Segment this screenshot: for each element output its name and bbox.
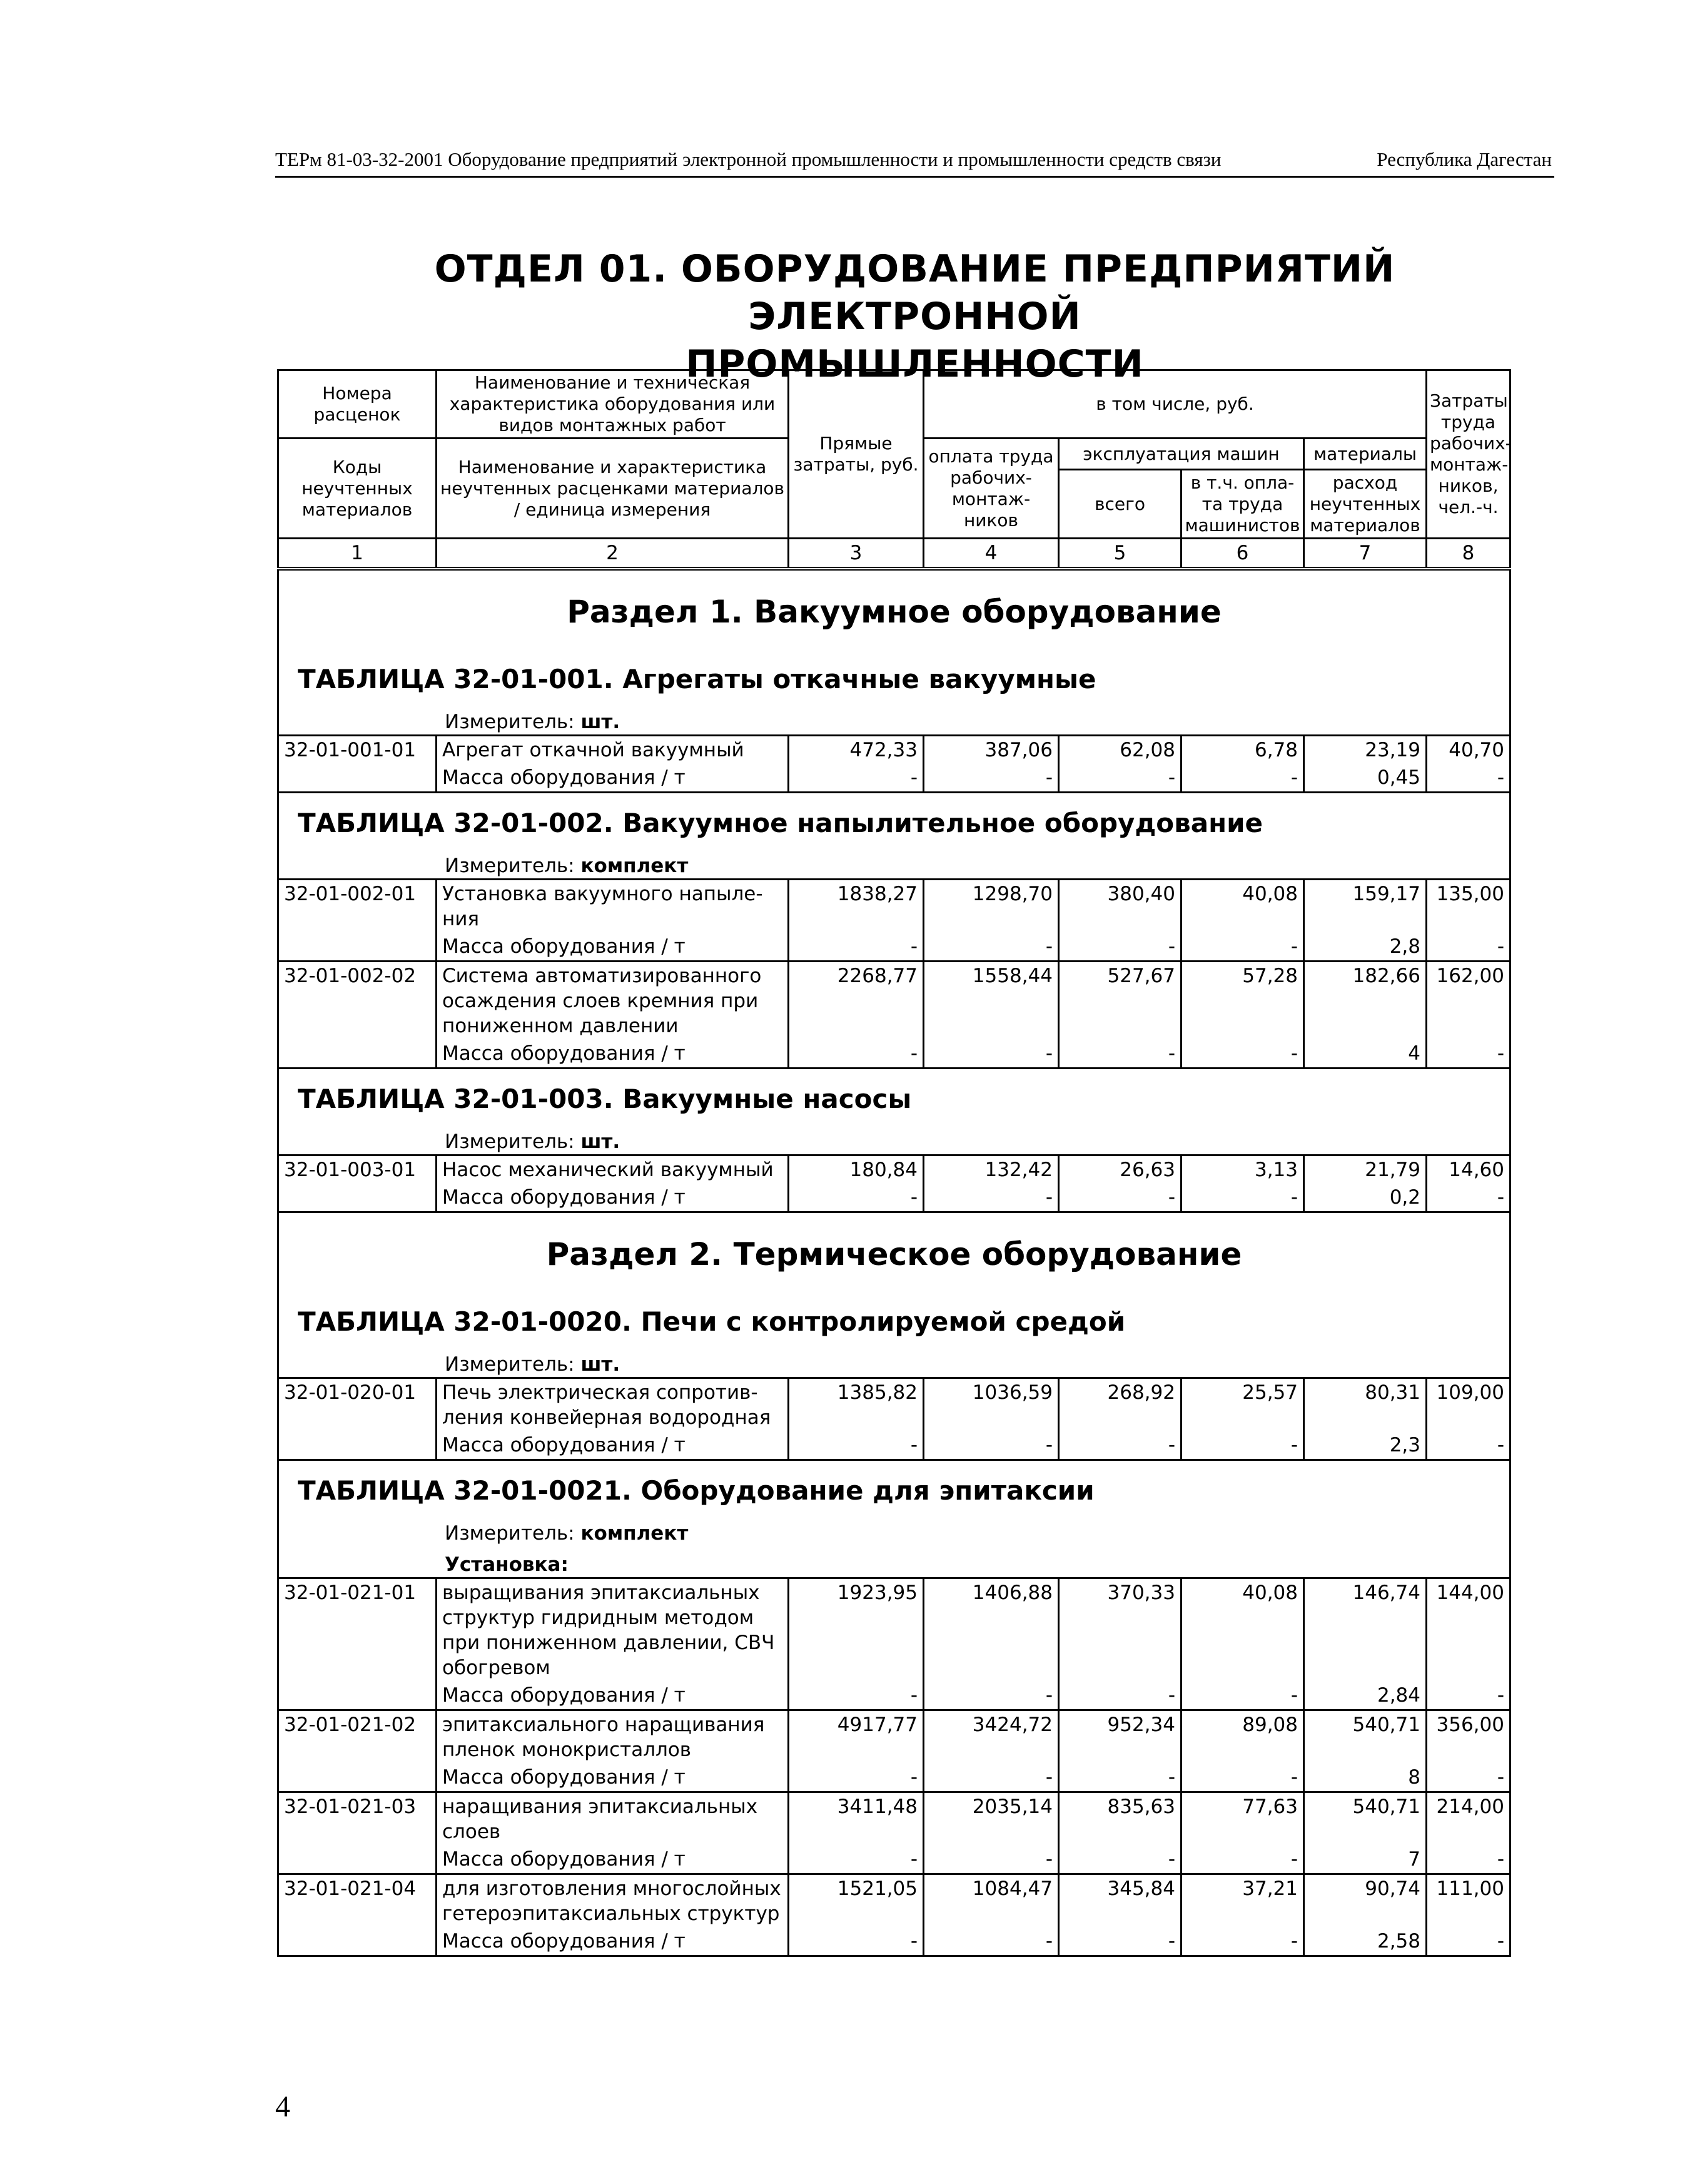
mass-labor-dash: - <box>924 1682 1059 1710</box>
rate-row <box>278 1155 1510 1184</box>
mass-row <box>278 764 1510 793</box>
mass-machines-dash: - <box>1059 1928 1181 1956</box>
mass-labor-dash: - <box>924 1846 1059 1874</box>
mass-machinist-dash: - <box>1181 1040 1304 1069</box>
equipment-mass: 4 <box>1304 1040 1427 1069</box>
mass-hours-dash: - <box>1427 1928 1510 1956</box>
mass-machinist-dash: - <box>1181 1928 1304 1956</box>
direct-costs: 1923,95 <box>789 1578 924 1682</box>
column-number: 6 <box>1181 539 1304 569</box>
rate-code: 32-01-021-04 <box>278 1874 437 1928</box>
equipment-mass: 2,8 <box>1304 933 1427 962</box>
mass-code-cell <box>278 1928 437 1956</box>
rate-row <box>278 736 1510 764</box>
table-title <box>278 649 1510 706</box>
page-number: 4 <box>275 2090 290 2123</box>
rate-code: 32-01-021-02 <box>278 1710 437 1764</box>
chapter-title-line-1: ОТДЕЛ 01. ОБОРУДОВАНИЕ ПРЕДПРИЯТИЙ ЭЛЕКТРОННОЙ <box>434 247 1395 338</box>
rate-code: 32-01-003-01 <box>278 1155 437 1184</box>
mass-machinist-dash: - <box>1181 1184 1304 1212</box>
labor-pay: 1036,59 <box>924 1378 1059 1432</box>
labor-hours: 14,60 <box>1427 1155 1510 1184</box>
section-title <box>278 569 1510 649</box>
materials-cost: 90,74 <box>1304 1874 1427 1928</box>
mass-machinist-dash: - <box>1181 933 1304 962</box>
column-number: 2 <box>437 539 789 569</box>
labor-pay: 387,06 <box>924 736 1059 764</box>
mass-code-cell <box>278 1764 437 1792</box>
mass-row <box>278 1040 1510 1069</box>
unit-value: шт. <box>580 1353 620 1376</box>
mass-hours-dash: - <box>1427 1040 1510 1069</box>
direct-costs: 472,33 <box>789 736 924 764</box>
header-rate-numbers: Номера расценок <box>278 370 437 439</box>
machinist-pay: 89,08 <box>1181 1710 1304 1764</box>
labor-hours: 144,00 <box>1427 1578 1510 1682</box>
machinist-pay: 57,28 <box>1181 962 1304 1040</box>
machinist-pay: 37,21 <box>1181 1874 1304 1928</box>
equipment-mass: 8 <box>1304 1764 1427 1792</box>
rate-code: 32-01-021-03 <box>278 1792 437 1846</box>
unit-value: комплект <box>580 855 689 877</box>
mass-label: Масса оборудования / т <box>437 1040 789 1069</box>
direct-costs: 2268,77 <box>789 962 924 1040</box>
labor-pay: 1406,88 <box>924 1578 1059 1682</box>
header-machine-operation: эксплуатация машин <box>1059 439 1304 470</box>
unit-value: шт. <box>580 711 620 733</box>
mass-code-cell <box>278 933 437 962</box>
labor-hours: 111,00 <box>1427 1874 1510 1928</box>
machinist-pay: 40,08 <box>1181 880 1304 933</box>
unit-row <box>278 1348 1510 1378</box>
mass-hours-dash: - <box>1427 933 1510 962</box>
mass-row <box>278 933 1510 962</box>
labor-pay: 1298,70 <box>924 880 1059 933</box>
mass-direct-dash: - <box>789 1431 924 1460</box>
mass-label: Масса оборудования / т <box>437 764 789 793</box>
rate-row <box>278 1710 1510 1764</box>
table-title <box>278 1460 1510 1518</box>
labor-hours: 214,00 <box>1427 1792 1510 1846</box>
mass-hours-dash: - <box>1427 1846 1510 1874</box>
unit-row <box>278 1125 1510 1155</box>
materials-cost: 23,19 <box>1304 736 1427 764</box>
header-material-consumption: расход неучтенных материалов <box>1304 470 1427 539</box>
mass-hours-dash: - <box>1427 1764 1510 1792</box>
table-title-text: ТАБЛИЦА 32-01-003. Вакуумные насосы <box>278 1069 1510 1126</box>
mass-hours-dash: - <box>1427 1431 1510 1460</box>
header-materials: материалы <box>1304 439 1427 470</box>
subheading-row <box>278 1546 1510 1578</box>
rate-name: Установка вакуумного напыле-ния <box>437 880 789 933</box>
mass-code-cell <box>278 1682 437 1710</box>
equipment-mass: 7 <box>1304 1846 1427 1874</box>
mass-label: Масса оборудования / т <box>437 1431 789 1460</box>
direct-costs: 1385,82 <box>789 1378 924 1432</box>
labor-pay: 2035,14 <box>924 1792 1059 1846</box>
rate-code: 32-01-020-01 <box>278 1378 437 1432</box>
machinist-pay: 77,63 <box>1181 1792 1304 1846</box>
table-title-text: ТАБЛИЦА 32-01-001. Агрегаты откачные вакуумные <box>278 649 1510 706</box>
mass-code-cell <box>278 764 437 793</box>
subheading: Установка: <box>445 1553 569 1576</box>
header-material-codes: Коды неучтенных материалов <box>278 439 437 539</box>
table-body <box>278 569 1510 1956</box>
mass-label: Масса оборудования / т <box>437 1846 789 1874</box>
mass-label: Масса оборудования / т <box>437 1764 789 1792</box>
mass-machines-dash: - <box>1059 1846 1181 1874</box>
machines-total: 380,40 <box>1059 880 1181 933</box>
mass-labor-dash: - <box>924 1764 1059 1792</box>
mass-code-cell <box>278 1040 437 1069</box>
rate-row <box>278 1578 1510 1682</box>
materials-cost: 21,79 <box>1304 1155 1427 1184</box>
machinist-pay: 3,13 <box>1181 1155 1304 1184</box>
mass-code-cell <box>278 1431 437 1460</box>
table-header <box>278 370 1510 569</box>
mass-code-cell <box>278 1184 437 1212</box>
machines-total: 527,67 <box>1059 962 1181 1040</box>
unit-label: Измеритель: <box>445 711 575 733</box>
unit-row <box>278 850 1510 880</box>
mass-hours-dash: - <box>1427 1184 1510 1212</box>
mass-labor-dash: - <box>924 1184 1059 1212</box>
mass-direct-dash: - <box>789 1846 924 1874</box>
equipment-mass: 0,45 <box>1304 764 1427 793</box>
unit-value: комплект <box>580 1522 689 1545</box>
equipment-mass: 2,84 <box>1304 1682 1427 1710</box>
materials-cost: 80,31 <box>1304 1378 1427 1432</box>
materials-cost: 540,71 <box>1304 1792 1427 1846</box>
table-title <box>278 1292 1510 1348</box>
labor-pay: 132,42 <box>924 1155 1059 1184</box>
rate-name: для изготовления многослойных гетероэпитаксиальных структур <box>437 1874 789 1928</box>
machines-total: 345,84 <box>1059 1874 1181 1928</box>
table-title <box>278 793 1510 850</box>
rate-name: Насос механический вакуумный <box>437 1155 789 1184</box>
mass-machines-dash: - <box>1059 1764 1181 1792</box>
chapter-title <box>275 245 1554 388</box>
labor-pay: 1558,44 <box>924 962 1059 1040</box>
rate-code: 32-01-002-01 <box>278 880 437 933</box>
equipment-mass: 2,58 <box>1304 1928 1427 1956</box>
labor-hours: 356,00 <box>1427 1710 1510 1764</box>
materials-cost: 159,17 <box>1304 880 1427 933</box>
mass-hours-dash: - <box>1427 764 1510 793</box>
table-title-text: ТАБЛИЦА 32-01-0021. Оборудование для эпитаксии <box>278 1460 1510 1518</box>
column-numbers-row <box>278 539 1510 569</box>
rate-row <box>278 880 1510 933</box>
equipment-mass: 2,3 <box>1304 1431 1427 1460</box>
unit-label: Измеритель: <box>445 1353 575 1376</box>
direct-costs: 3411,48 <box>789 1792 924 1846</box>
rate-name: Система автоматизированного осаждения слоев кремния при пониженном давлении <box>437 962 789 1040</box>
mass-row <box>278 1928 1510 1956</box>
mass-labor-dash: - <box>924 1040 1059 1069</box>
mass-row <box>278 1846 1510 1874</box>
unit-row <box>278 1517 1510 1546</box>
unit-label: Измеритель: <box>445 1130 575 1153</box>
labor-hours: 109,00 <box>1427 1378 1510 1432</box>
rate-code: 32-01-001-01 <box>278 736 437 764</box>
mass-row <box>278 1764 1510 1792</box>
table-title-text: ТАБЛИЦА 32-01-0020. Печи с контролируемой средой <box>278 1292 1510 1348</box>
header-machinist-pay: в т.ч. опла-та труда машинистов <box>1181 470 1304 539</box>
header-machines-total: всего <box>1059 470 1181 539</box>
header-direct-costs: Прямые затраты, руб. <box>789 370 924 539</box>
rate-name: выращивания эпитаксиальных структур гидридным методом при пониженном давлении, СВЧ обогревом <box>437 1578 789 1682</box>
rate-row <box>278 962 1510 1040</box>
header-including: в том числе, руб. <box>924 370 1427 439</box>
mass-direct-dash: - <box>789 1764 924 1792</box>
labor-hours: 135,00 <box>1427 880 1510 933</box>
machinist-pay: 25,57 <box>1181 1378 1304 1432</box>
rate-name: Печь электрическая сопротив-ления конвейерная водородная <box>437 1378 789 1432</box>
mass-labor-dash: - <box>924 764 1059 793</box>
mass-direct-dash: - <box>789 1040 924 1069</box>
running-header <box>275 146 1554 178</box>
rate-name: Агрегат откачной вакуумный <box>437 736 789 764</box>
rate-row <box>278 1792 1510 1846</box>
mass-row <box>278 1431 1510 1460</box>
machines-total: 835,63 <box>1059 1792 1181 1846</box>
mass-code-cell <box>278 1846 437 1874</box>
rate-code: 32-01-002-02 <box>278 962 437 1040</box>
unit-value: шт. <box>580 1130 620 1153</box>
header-labor-hours: Затраты труда рабочих-монтаж-ников, чел.-ч. <box>1427 370 1510 539</box>
rate-row <box>278 1874 1510 1928</box>
mass-direct-dash: - <box>789 1928 924 1956</box>
labor-hours: 40,70 <box>1427 736 1510 764</box>
mass-label: Масса оборудования / т <box>437 1184 789 1212</box>
table-title-text: ТАБЛИЦА 32-01-002. Вакуумное напылительное оборудование <box>278 793 1510 850</box>
unit-label: Измеритель: <box>445 1522 575 1545</box>
mass-labor-dash: - <box>924 1928 1059 1956</box>
machines-total: 952,34 <box>1059 1710 1181 1764</box>
mass-labor-dash: - <box>924 933 1059 962</box>
mass-machines-dash: - <box>1059 764 1181 793</box>
column-number: 1 <box>278 539 437 569</box>
direct-costs: 180,84 <box>789 1155 924 1184</box>
mass-label: Масса оборудования / т <box>437 1928 789 1956</box>
mass-row <box>278 1184 1510 1212</box>
mass-machinist-dash: - <box>1181 1682 1304 1710</box>
machinist-pay: 6,78 <box>1181 736 1304 764</box>
column-number: 8 <box>1427 539 1510 569</box>
labor-pay: 1084,47 <box>924 1874 1059 1928</box>
mass-machinist-dash: - <box>1181 764 1304 793</box>
direct-costs: 1838,27 <box>789 880 924 933</box>
mass-machinist-dash: - <box>1181 1431 1304 1460</box>
rate-code: 32-01-021-01 <box>278 1578 437 1682</box>
header-material-names: Наименование и характеристика неучтенных расценками материалов / единица измерения <box>437 439 789 539</box>
section-title-text: Раздел 2. Термическое оборудование <box>278 1212 1510 1293</box>
header-labor-pay: оплата труда рабочих-монтаж-ников <box>924 439 1059 539</box>
unit-label: Измеритель: <box>445 855 575 877</box>
machinist-pay: 40,08 <box>1181 1578 1304 1682</box>
header-document-title: ТЕРм 81-03-32-2001 Оборудование предприятий электронной промышленности и промышленности средств связи <box>275 148 1222 170</box>
rate-row <box>278 1378 1510 1432</box>
header-region: Республика Дагестан <box>1377 148 1552 170</box>
materials-cost: 540,71 <box>1304 1710 1427 1764</box>
labor-pay: 3424,72 <box>924 1710 1059 1764</box>
column-number: 5 <box>1059 539 1181 569</box>
mass-labor-dash: - <box>924 1431 1059 1460</box>
mass-machinist-dash: - <box>1181 1846 1304 1874</box>
machines-total: 370,33 <box>1059 1578 1181 1682</box>
mass-machines-dash: - <box>1059 1040 1181 1069</box>
mass-machines-dash: - <box>1059 933 1181 962</box>
mass-row <box>278 1682 1510 1710</box>
labor-hours: 162,00 <box>1427 962 1510 1040</box>
mass-direct-dash: - <box>789 1682 924 1710</box>
rate-name: эпитаксиального наращивания пленок монокристаллов <box>437 1710 789 1764</box>
equipment-mass: 0,2 <box>1304 1184 1427 1212</box>
mass-direct-dash: - <box>789 764 924 793</box>
section-title <box>278 1212 1510 1293</box>
machines-total: 62,08 <box>1059 736 1181 764</box>
section-title-text: Раздел 1. Вакуумное оборудование <box>278 569 1510 649</box>
column-number: 7 <box>1304 539 1427 569</box>
mass-machines-dash: - <box>1059 1184 1181 1212</box>
column-number: 4 <box>924 539 1059 569</box>
mass-direct-dash: - <box>789 933 924 962</box>
direct-costs: 1521,05 <box>789 1874 924 1928</box>
machines-total: 268,92 <box>1059 1378 1181 1432</box>
rates-table <box>277 369 1511 1957</box>
chapter-title-line-2: ПРОМЫШЛЕННОСТИ <box>686 342 1144 386</box>
mass-machines-dash: - <box>1059 1431 1181 1460</box>
mass-label: Масса оборудования / т <box>437 1682 789 1710</box>
machines-total: 26,63 <box>1059 1155 1181 1184</box>
unit-row <box>278 706 1510 736</box>
table-title <box>278 1069 1510 1126</box>
mass-machinist-dash: - <box>1181 1764 1304 1792</box>
direct-costs: 4917,77 <box>789 1710 924 1764</box>
rate-name: наращивания эпитаксиальных слоев <box>437 1792 789 1846</box>
mass-direct-dash: - <box>789 1184 924 1212</box>
mass-label: Масса оборудования / т <box>437 933 789 962</box>
column-number: 3 <box>789 539 924 569</box>
header-name: Наименование и техническая характеристика оборудования или видов монтажных работ <box>437 370 789 439</box>
materials-cost: 146,74 <box>1304 1578 1427 1682</box>
materials-cost: 182,66 <box>1304 962 1427 1040</box>
mass-machines-dash: - <box>1059 1682 1181 1710</box>
mass-hours-dash: - <box>1427 1682 1510 1710</box>
